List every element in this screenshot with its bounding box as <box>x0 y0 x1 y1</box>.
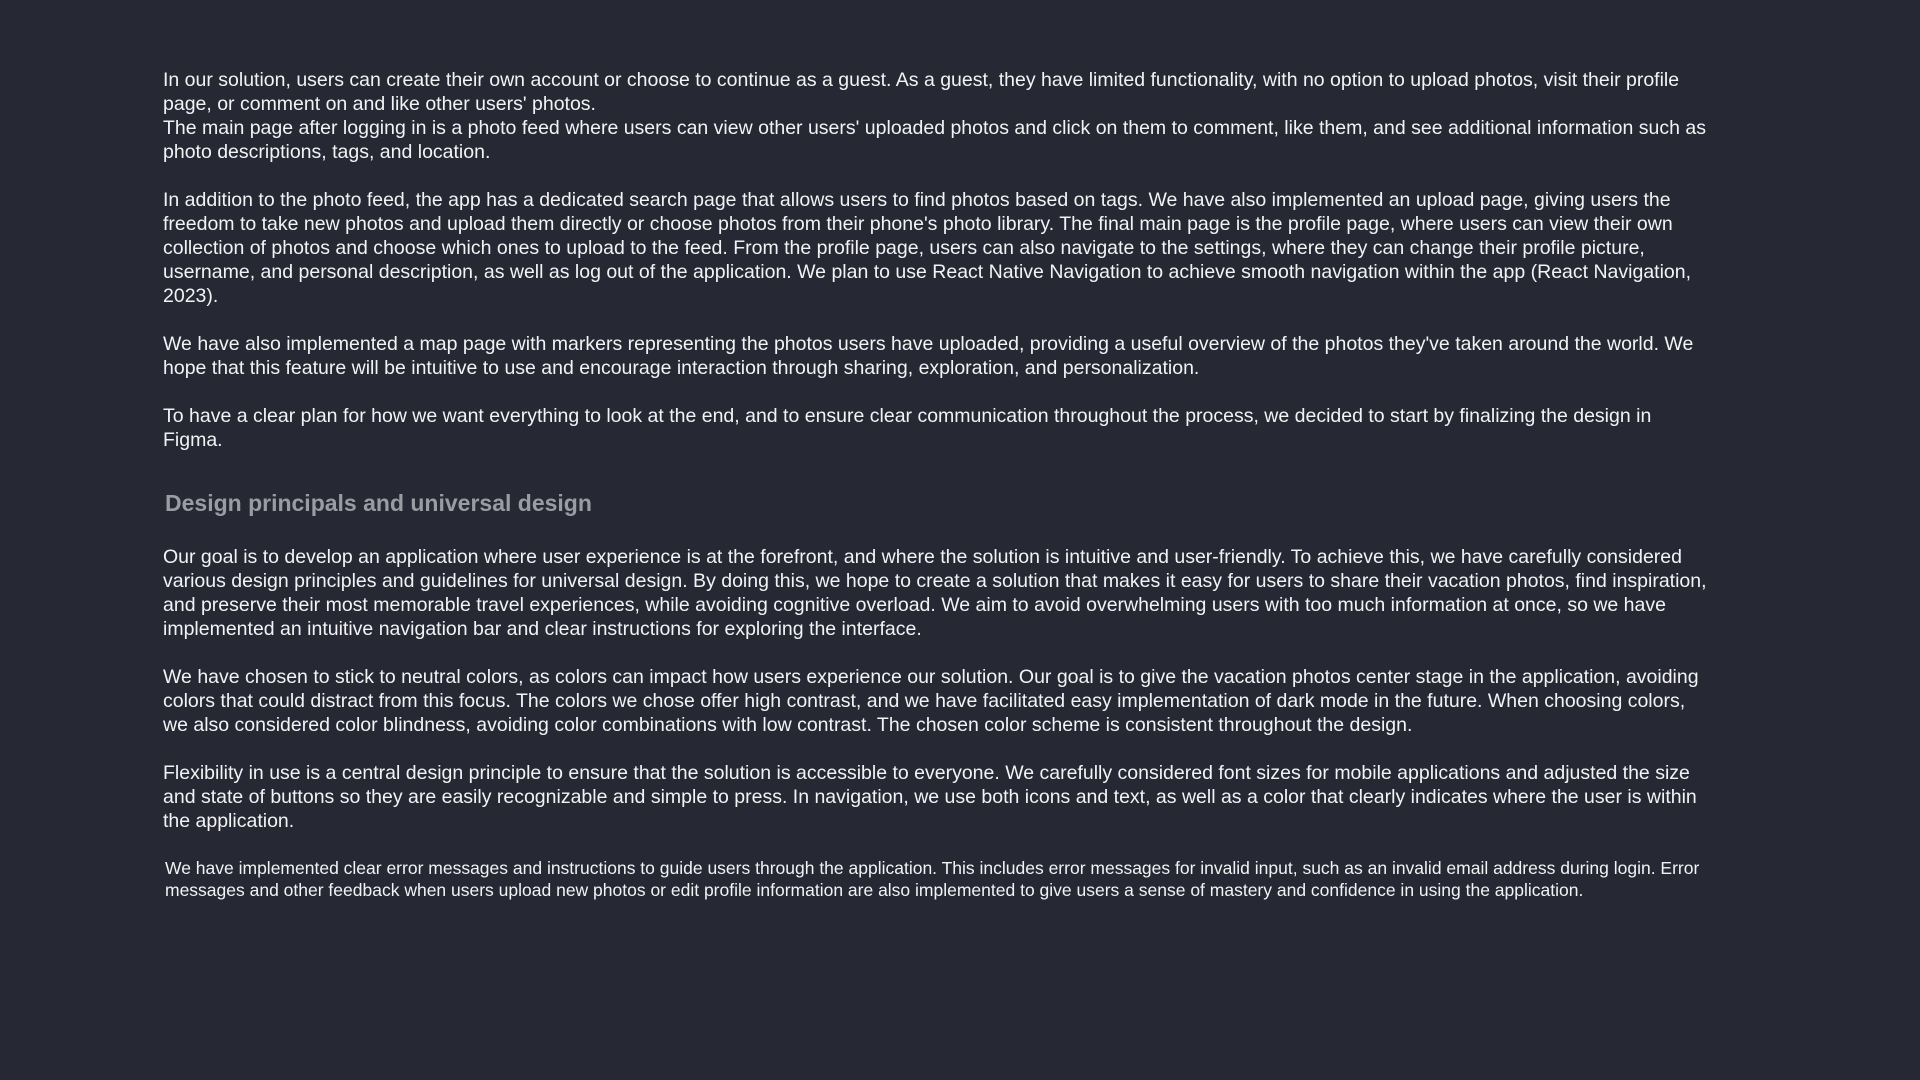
colors-paragraph: We have chosen to stick to neutral colors, as colors can impact how users experience our solution. Our goal is to give the vacation photos center stage in the application, avoiding colors that could distract from this focus. The colors we chose offer high contrast, and we have facilitated easy implementation of dark mode in the future. When choosing colors, we also considered color blindness, avoiding color combinations with low contrast. The chosen color scheme is consistent throughout the design. <box>163 666 1699 736</box>
error-messages-paragraph: We have implemented clear error messages and instructions to guide users through the application. This includes error messages for invalid input, such as an invalid email address during login. Error messages and other feedback when users upload new photos or edit profile information are also implemented to give users a sense of mastery and confidence in using the application. <box>165 858 1700 900</box>
intro-section <box>163 68 1710 164</box>
flexibility-paragraph: Flexibility in use is a central design principle to ensure that the solution is accessible to everyone. We carefully considered font sizes for mobile applications and adjusted the size and state of buttons so they are easily recognizable and simple to press. In navigation, we use both icons and text, as well as a color that clearly indicates where the user is within the application. <box>163 762 1697 832</box>
search-upload-profile-paragraph: In addition to the photo feed, the app has a dedicated search page that allows users to find photos based on tags. We have also implemented an upload page, giving users the freedom to take new photos and upload them directly or choose photos from their phone's photo library. The final main page is the profile page, where users can view their own collection of photos and choose which ones to upload to the feed. From the profile page, users can also navigate to the settings, where they can change their profile picture, username, and personal description, as well as log out of the application. We plan to use React Native Navigation to achieve smooth navigation within the app (React Navigation, 2023). <box>163 189 1692 307</box>
figma-paragraph: To have a clear plan for how we want everything to look at the end, and to ensure clear communication throughout the process, we decided to start by finalizing the design in Figma. <box>163 405 1652 451</box>
section-heading: Design principals and universal design <box>165 490 592 516</box>
intro-paragraph-2: The main page after logging in is a photo feed where users can view other users' uploaded photos and click on them to comment, like them, and see additional information such as photo descriptions, tags, and location. <box>163 117 1706 163</box>
intro-paragraph-1: In our solution, users can create their own account or choose to continue as a guest. As a guest, they have limited functionality, with no option to upload photos, visit their profile page, or comment on and like other users' photos. <box>163 69 1680 115</box>
map-page-paragraph: We have also implemented a map page with markers representing the photos users have uploaded, providing a useful overview of the photos they've taken around the world. We hope that this feature will be intuitive to use and encourage interaction through sharing, exploration, and personalization. <box>163 333 1694 379</box>
user-experience-paragraph: Our goal is to develop an application where user experience is at the forefront, and where the solution is intuitive and user-friendly. To achieve this, we have carefully considered various design principles and guidelines for universal design. By doing this, we hope to create a solution that makes it easy for users to share their vacation photos, find inspiration, and preserve their most memorable travel experiences, while avoiding cognitive overload. We aim to avoid overwhelming users with too much information at once, so we have implemented an intuitive navigation bar and clear instructions for exploring the interface. <box>163 546 1707 640</box>
